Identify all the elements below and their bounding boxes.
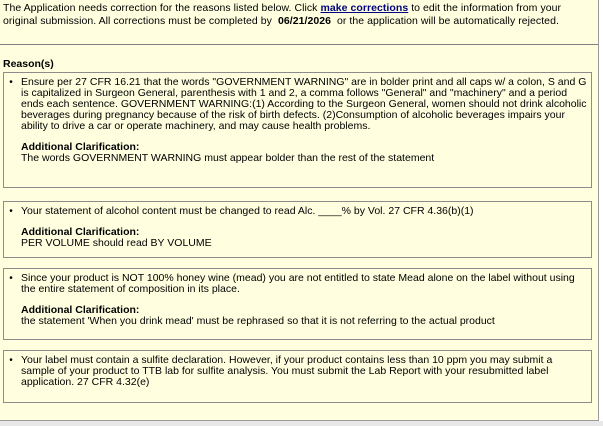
- deadline-date: 06/21/2026: [277, 15, 332, 27]
- reason-text: Ensure per 27 CFR 16.21 that the words "GOVERNMENT WARNING" are in bolder print and all caps w/ a colon, S and G is capitalized in Surgeon General, parenthesis with 1 and 2, a comma follows "General" and "machinery" and a period ends each sentence. GOVERNMENT WARNING:(1) According to the Surgeon General, women should not drink alcoholic beverages during pregnancy because of the risk of birth defects. (2)Consumption of alcoholic beverages impairs your ability to drive a car or operate machinery, and may cause health problems.: [21, 76, 587, 132]
- window-bottom-edge: [0, 421, 603, 426]
- reason-content: [21, 206, 587, 249]
- reason-text: Your statement of alcohol content must be changed to read Alc. ____% by Vol. 27 CFR 4.36(b)(1): [21, 205, 474, 217]
- reason-box: [3, 268, 592, 340]
- reason-box: [3, 72, 592, 188]
- reasons-heading: Reason(s): [3, 58, 54, 70]
- bullet-icon: •: [9, 77, 13, 88]
- reason-text: Your label must contain a sulfite declaration. However, if your product contains less than 10 ppm you may submit a sample of your product to TTB lab for sulfite analysis. You must submit the Lab Report with your resubmitted label application. 27 CFR 4.32(e): [21, 354, 553, 388]
- correction-intro-text: [3, 2, 588, 28]
- clarification-title: Additional Clarification:: [21, 226, 140, 238]
- reason-content: [21, 273, 587, 327]
- bullet-icon: •: [9, 206, 13, 217]
- clarification-title: Additional Clarification:: [21, 141, 140, 153]
- reason-box: [3, 350, 592, 403]
- bullet-icon: •: [9, 355, 13, 366]
- clarification-text: The words GOVERNMENT WARNING must appear bolder than the rest of the statement: [21, 152, 435, 164]
- intro-text-before-link: The Application needs correction for the reasons listed below. Click: [3, 2, 318, 14]
- reason-box: [3, 201, 592, 258]
- reason-content: [21, 355, 587, 388]
- make-corrections-link[interactable]: make corrections: [320, 2, 409, 14]
- intro-text-after-link: to edit the information from your original submission. All corrections must be completed by: [3, 2, 562, 27]
- reason-content: [21, 77, 587, 164]
- section-divider: [0, 44, 598, 45]
- clarification-text: PER VOLUME should read BY VOLUME: [21, 237, 212, 249]
- reason-text: Since your product is NOT 100% honey wine (mead) you are not entitled to state Mead alone on the label without using the entire statement of composition in its place.: [21, 272, 575, 295]
- intro-text-after-date: or the application will be automatically rejected.: [336, 15, 559, 27]
- clarification-text: the statement 'When you drink mead' must be rephrased so that it is not referring to the actual product: [21, 315, 495, 327]
- clarification-title: Additional Clarification:: [21, 304, 140, 316]
- bullet-icon: •: [9, 273, 13, 284]
